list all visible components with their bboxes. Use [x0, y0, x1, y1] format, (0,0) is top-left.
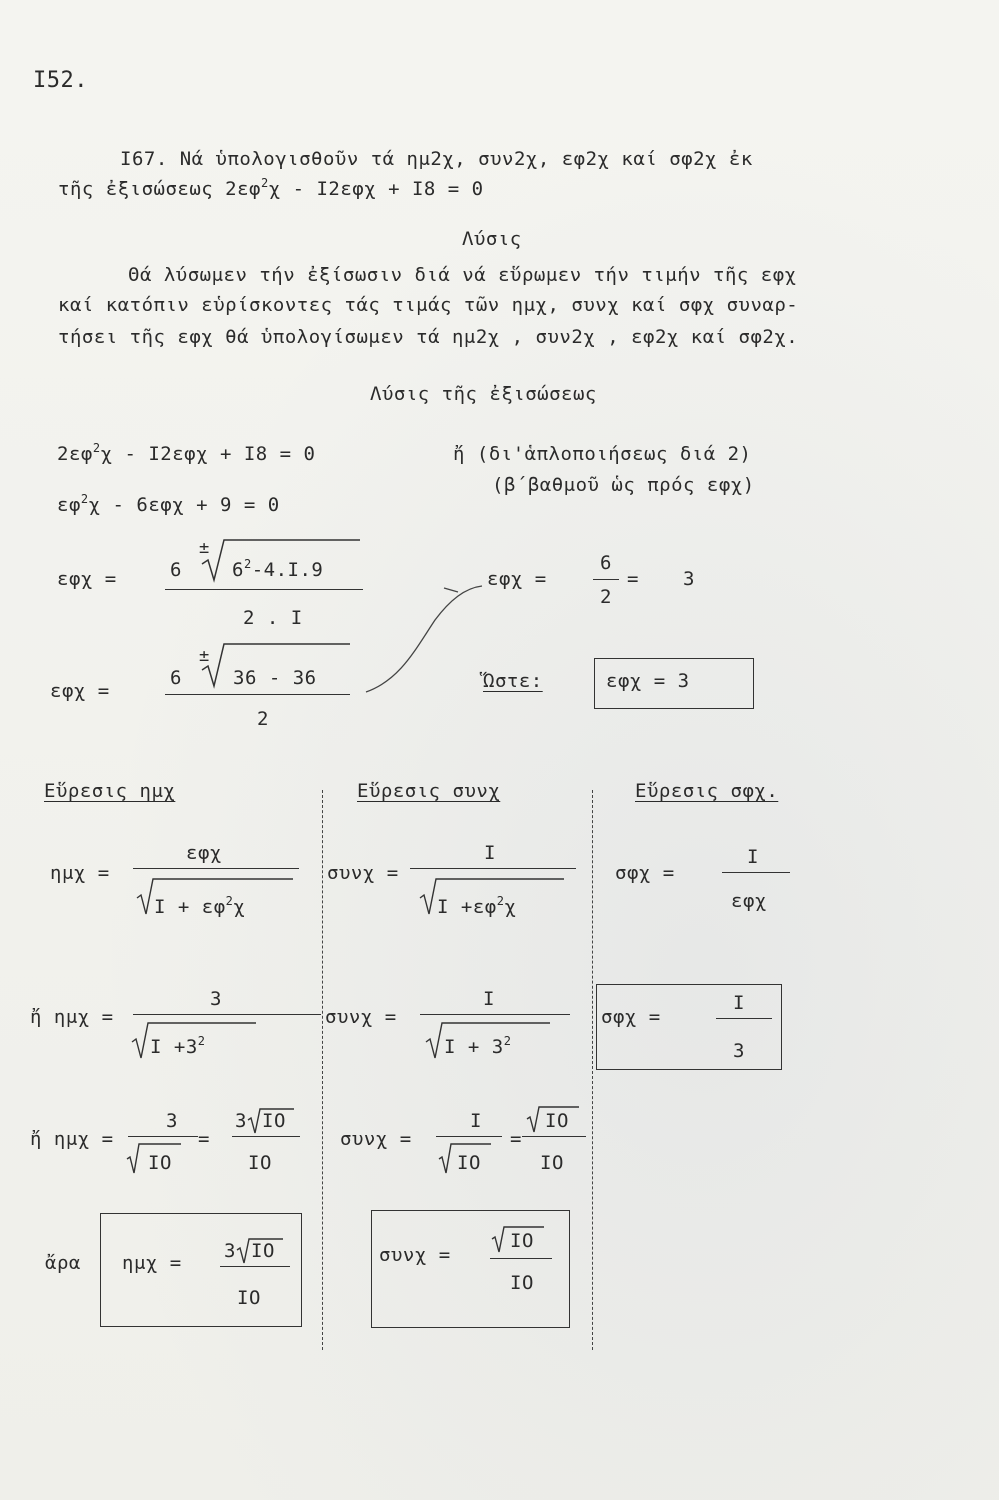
cot-r1-fraction-bar: [722, 872, 790, 873]
cos-r2-den-pre: I + 3: [444, 1036, 504, 1058]
equation-1-note-line-2: (β΄βαθμοῦ ὡς πρός εφχ): [492, 474, 755, 496]
sin-r4-numerator-radicand: IO: [251, 1240, 275, 1262]
cos-r1-den-post: χ: [504, 896, 517, 918]
quad-1-radicand-rest: -4.I.9: [251, 559, 324, 581]
cos-r1-lhs: συνχ =: [327, 862, 399, 884]
column-divider-2: [592, 790, 593, 1350]
sin-r4-lead: ἄρα: [45, 1252, 81, 1274]
cos-r3-lhs: συνχ =: [340, 1128, 412, 1150]
section-title-sin: Εὕρεσις ημχ: [44, 780, 176, 802]
intro-line-3: τήσει τῆς εφχ θά ὑπολογίσωμεν τά ημ2χ , συν2χ , εφ2χ καί σφ2χ.: [58, 326, 799, 348]
result-denominator: 2: [600, 586, 612, 608]
quad-2-plus-minus: ±: [199, 646, 210, 666]
quad-1-radicand-exponent: 2: [243, 557, 252, 571]
sin-r3-numerator-2-radicand: IO: [262, 1110, 286, 1132]
sin-r3-numerator-2: 3: [235, 1110, 247, 1132]
sin-r1-den-exponent: 2: [225, 894, 234, 908]
cot-r2-lhs: σφχ =: [601, 1006, 661, 1028]
section-title-cot: Εὕρεσις σφχ.: [635, 780, 779, 802]
equation-2: [57, 494, 280, 516]
equation-1: [57, 443, 315, 465]
sin-r1-fraction-bar: [133, 868, 299, 869]
connector-curve: [360, 580, 485, 700]
problem-line-2: [58, 178, 484, 200]
cos-r1-den-exponent: 2: [496, 894, 505, 908]
sin-r2-den-pre: I +3: [150, 1036, 198, 1058]
sin-r2-numerator: 3: [210, 988, 222, 1010]
cos-r3-fraction-bar-2: [522, 1136, 586, 1137]
quad-1-radicand-base: 6: [232, 559, 244, 581]
quad-2-fraction-bar: [165, 694, 350, 695]
conclusion-boxed-value: εφχ = 3: [606, 670, 690, 692]
conclusion-label: Ὥστε:: [483, 670, 543, 692]
cos-r1-den-pre: I +εφ: [437, 896, 497, 918]
cos-r3-numerator: I: [470, 1110, 482, 1132]
sin-r4-denominator: IO: [237, 1287, 261, 1309]
cos-r4-lhs: συνχ =: [379, 1244, 451, 1266]
sin-r2-fraction-bar: [133, 1014, 321, 1015]
cos-r3-numerator-2: IO: [545, 1110, 569, 1132]
cos-r3-fraction-bar: [436, 1136, 502, 1137]
cos-r2-lhs: συνχ =: [325, 1006, 397, 1028]
equation-1-exponent: 2: [92, 441, 101, 455]
equation-2-exponent: 2: [80, 492, 89, 506]
cos-r4-denominator: IO: [510, 1272, 534, 1294]
column-divider-1: [322, 790, 323, 1350]
quad-1-radicand: [232, 559, 323, 581]
quad-2-lhs: εφχ =: [50, 680, 110, 702]
sin-r4-fraction-bar: [220, 1266, 290, 1267]
problem-exponent: 2: [260, 176, 269, 190]
sin-r1-den-post: χ: [233, 896, 246, 918]
quad-1-plus-minus: ±: [199, 538, 210, 558]
cos-r2-den-exponent: 2: [503, 1034, 512, 1048]
equation-2-pre: εφ: [57, 494, 81, 516]
cos-r2-numerator: I: [483, 988, 495, 1010]
problem-line-2-pre: τῆς ἐξισώσεως 2εφ: [58, 178, 261, 200]
sin-r2-denominator: [150, 1036, 206, 1058]
cos-r2-fraction-bar: [420, 1014, 570, 1015]
quad-1-denominator: 2 . I: [243, 607, 303, 629]
quad-1-num-pre: 6: [170, 559, 182, 581]
equation-1-pre: 2εφ: [57, 443, 93, 465]
quad-2-denominator: 2: [257, 708, 269, 730]
cos-r4-fraction-bar: [490, 1258, 552, 1259]
cos-r2-denominator: [444, 1036, 511, 1058]
sin-r3-fraction-bar: [128, 1136, 198, 1137]
cos-r4-numerator: IO: [510, 1230, 534, 1252]
sin-r2-lhs: ἤ ημχ =: [30, 1006, 114, 1028]
sin-r1-numerator: εφχ: [186, 842, 222, 864]
sin-r4-lhs: ημχ =: [122, 1252, 182, 1274]
sin-r4-numerator: 3: [224, 1240, 236, 1262]
equation-2-post: χ - 6εφχ + 9 = 0: [88, 494, 280, 516]
sin-r3-denominator-2: IO: [248, 1152, 272, 1174]
intro-line-1: Θά λύσωμεν τήν ἐξίσωσιν διά νά εὕρωμεν τήν τιμήν τῆς εφχ: [128, 264, 797, 286]
cot-r2-numerator: I: [733, 992, 745, 1014]
sin-r3-numerator: 3: [166, 1110, 178, 1132]
problem-line-2-post: χ - I2εφχ + I8 = 0: [268, 178, 484, 200]
cos-r1-numerator: I: [484, 842, 496, 864]
cot-r2-fraction-bar: [716, 1018, 772, 1019]
cot-r1-denominator: εφχ: [731, 890, 767, 912]
problem-line-1: I67. Νά ὑπολογισθοῦν τά ημ2χ, συν2χ, εφ2χ καί σφ2χ ἐκ: [120, 148, 753, 170]
cos-r1-fraction-bar: [410, 868, 576, 869]
quad-2-radicand: 36 - 36: [233, 667, 317, 689]
sin-r3-denominator: IO: [148, 1152, 172, 1174]
sin-r1-lhs: ημχ =: [50, 862, 110, 884]
cot-r1-lhs: σφχ =: [615, 862, 675, 884]
intro-line-2: καί κατόπιν εὑρίσκοντες τάς τιμάς τῶν ημχ, συνχ καί σφχ συναρ-: [58, 294, 799, 316]
sin-r3-lhs: ἤ ημχ =: [30, 1128, 114, 1150]
result-equals: =: [627, 568, 639, 590]
result-value: 3: [683, 568, 695, 590]
quad-1-lhs: εφχ =: [57, 568, 117, 590]
equation-heading: Λύσις τῆς ἐξισώσεως: [370, 383, 597, 405]
cot-r1-numerator: I: [747, 846, 759, 868]
sin-r3-equals: =: [198, 1128, 210, 1150]
page-number: I52.: [33, 68, 88, 93]
equation-1-note-line-1: ἤ (δι'ἁπλοποιήσεως διά 2): [453, 443, 752, 465]
sin-r1-den-pre: I + εφ: [154, 896, 226, 918]
sin-r2-den-exponent: 2: [197, 1034, 206, 1048]
cos-r1-denominator: [437, 896, 516, 918]
sin-r3-fraction-bar-2: [232, 1136, 300, 1137]
cos-r3-denominator: IO: [457, 1152, 481, 1174]
quad-1-fraction-bar: [165, 589, 363, 590]
cos-r3-denominator-2: IO: [540, 1152, 564, 1174]
quad-2-num-pre: 6: [170, 667, 182, 689]
equation-1-post: χ - I2εφχ + I8 = 0: [100, 443, 316, 465]
cot-r2-denominator: 3: [733, 1040, 745, 1062]
solution-heading: Λύσις: [462, 228, 522, 250]
section-title-cos: Εὕρεσις συνχ: [357, 780, 501, 802]
sin-r1-denominator: [154, 896, 245, 918]
result-numerator: 6: [600, 552, 612, 574]
cos-r3-equals: =: [510, 1128, 522, 1150]
result-lhs: εφχ =: [487, 568, 547, 590]
result-fraction-bar: [593, 579, 619, 580]
